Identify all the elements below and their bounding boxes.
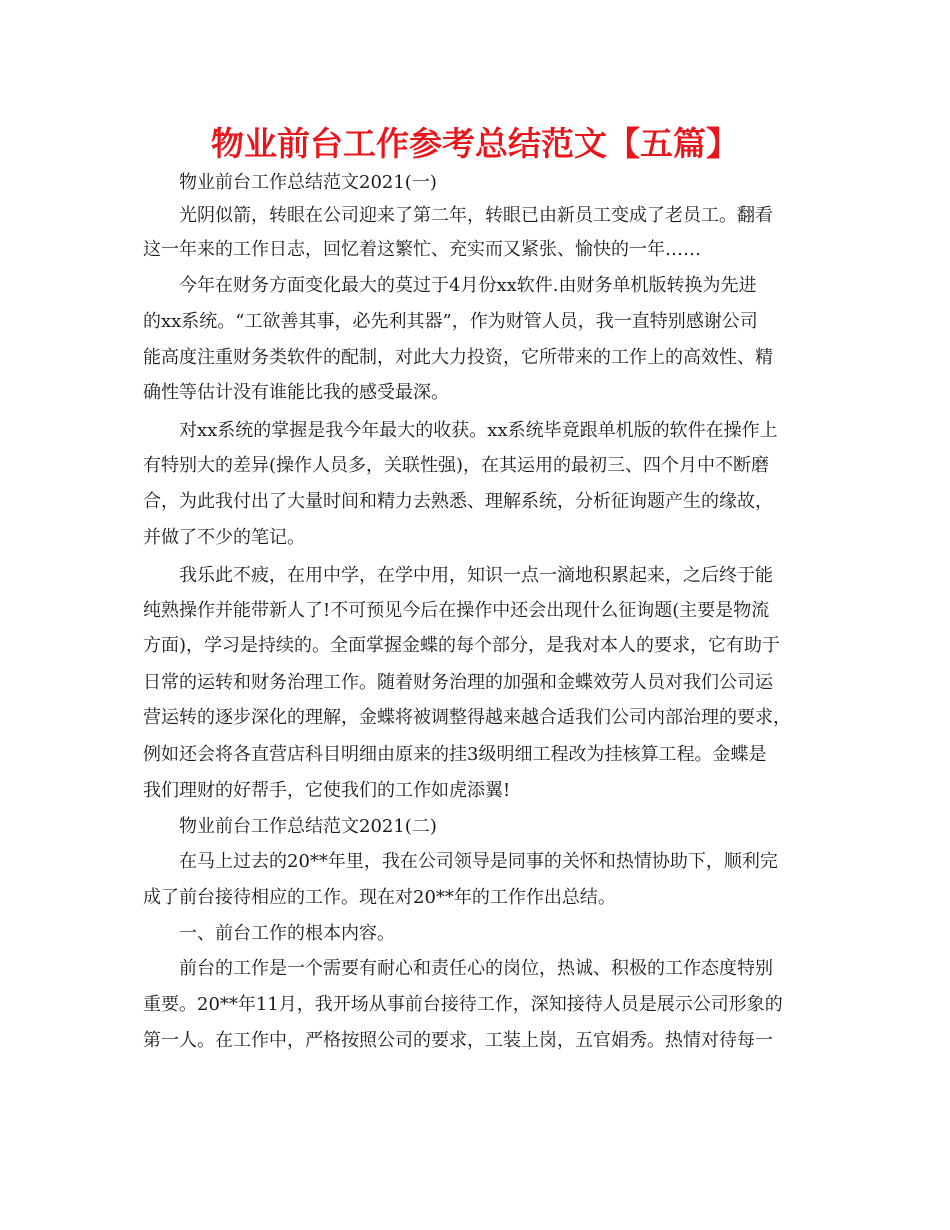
body-line: 重要。20**年11月，我开场从事前台接待工作，深知接待人员是展示公司形象的 xyxy=(143,994,783,1015)
body-line: 纯熟操作并能带新人了!不可预见今后在操作中还会出现什么征询题(主要是物流 xyxy=(143,600,770,621)
body-line: 的xx系统。“工欲善其事，必先利其器”，作为财管人员，我一直特别感谢公司 xyxy=(143,311,758,332)
body-line: 今年在财务方面变化最大的莫过于4月份xx软件.由财务单机版转换为先进 xyxy=(179,275,757,296)
body-line: 营运转的逐步深化的理解，金蝶将被调整得越来越合适我们公司内部治理的要求， xyxy=(143,707,791,728)
body-line: 这一年来的工作日志，回忆着这繁忙、充实而又紧张、愉快的一年…… xyxy=(143,239,701,260)
body-line: 前台的工作是一个需要有耐心和责任心的岗位，热诚、积极的工作态度特别 xyxy=(179,958,773,979)
body-line: 对xx系统的掌握是我今年最大的收获。xx系统毕竟跟单机版的软件在操作上 xyxy=(179,420,778,441)
body-line: 例如还会将各直营店科目明细由原来的挂3级明细工程改为挂核算工程。金蝶是 xyxy=(143,744,767,765)
body-line: 我们理财的好帮手，它使我们的工作如虎添翼! xyxy=(143,780,511,801)
section-heading-2: 物业前台工作总结范文2021(二) xyxy=(179,816,437,837)
section-heading-1: 物业前台工作总结范文2021(一) xyxy=(179,172,437,193)
body-line: 第一人。在工作中，严格按照公司的要求，工装上岗，五官娟秀。热情对待每一 xyxy=(143,1030,773,1051)
body-line: 确性等估计没有谁能比我的感受最深。 xyxy=(143,382,449,403)
body-line: 有特别大的差异(操作人员多，关联性强)，在其运用的最初三、四个月中不断磨 xyxy=(143,455,770,476)
body-line: 并做了不少的笔记。 xyxy=(143,527,305,548)
body-line: 能高度注重财务类软件的配制，对此大力投资，它所带来的工作上的高效性、精 xyxy=(143,347,773,368)
body-line: 成了前台接待相应的工作。现在对20**年的工作作出总结。 xyxy=(143,887,616,908)
body-line: 方面)，学习是持续的。全面掌握金蝶的每个部分，是我对本人的要求，它有助于 xyxy=(143,635,781,656)
body-line: 光阴似箭，转眼在公司迎来了第二年，转眼已由新员工变成了老员工。翻看 xyxy=(179,205,773,226)
document-title: 物业前台工作参考总结范文【五篇】 xyxy=(211,124,739,163)
body-line: 在马上过去的20**年里，我在公司领导是同事的关怀和热情协助下，顺利完 xyxy=(179,851,778,872)
body-line: 我乐此不疲，在用中学，在学中用，知识一点一滴地积累起来，之后终于能 xyxy=(179,565,773,586)
body-line: 合，为此我付出了大量时间和精力去熟悉、理解系统，分析征询题产生的缘故， xyxy=(143,491,773,512)
body-line: 日常的运转和财务治理工作。随着财务治理的加强和金蝶效劳人员对我们公司运 xyxy=(143,672,773,693)
subsection-heading: 一、前台工作的根本内容。 xyxy=(179,923,395,944)
